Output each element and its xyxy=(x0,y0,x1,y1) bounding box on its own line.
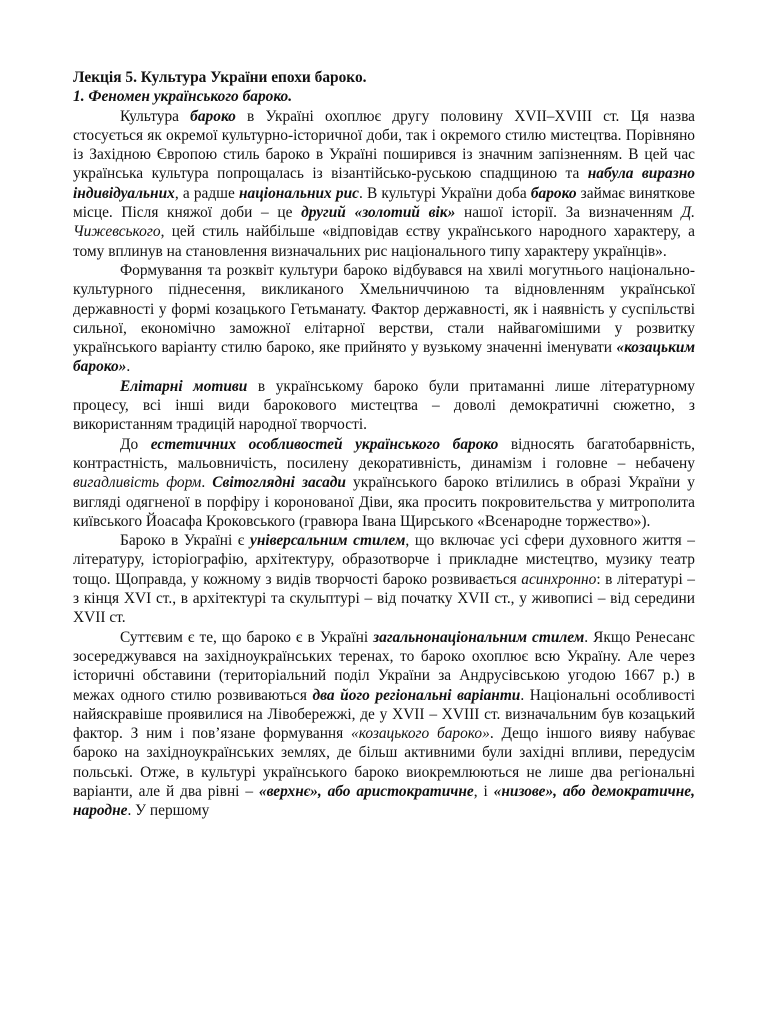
emphasis-text: бароко xyxy=(530,184,577,202)
text-run: , а радше xyxy=(174,184,239,202)
text-run: Бароко в Україні є xyxy=(120,532,250,550)
emphasis-text: бароко xyxy=(190,107,236,125)
emphasis-text: «низове», або демократичне, народне xyxy=(73,782,695,820)
text-run: . xyxy=(201,474,213,492)
text-run: в українському бароко були притаманні лише літературному процесу, всі інші види барокового мистецтва – доволі демократичні сюжетно, з використанням традицій народної творчості. xyxy=(73,377,695,434)
text-run: . Якщо Ренесанс зосереджувався на західноукраїнських теренах, то бароко охоплює всю Україну. Але через історичні обставини (територіальний поділ України за Андрусівською угодою 1667 р.) в межах одного стилю розвиваються xyxy=(73,628,695,704)
text-run: До xyxy=(120,435,151,453)
emphasis-text: Елітарні мотиви xyxy=(120,377,248,395)
body-text xyxy=(73,107,695,821)
emphasis-text: два його регіональні варіанти xyxy=(312,686,521,704)
text-run: . В культурі України доба xyxy=(358,184,531,202)
text-run: , цей стиль найбільше «відповідав єству українського народного характеру, а тому вплинув на становлення визначальних рис національного типу характеру українців». xyxy=(73,223,695,260)
section-heading: 1. Феномен українського бароко. xyxy=(73,88,293,106)
text-run: , і xyxy=(473,782,494,800)
emphasis-text: Д. Чижевського xyxy=(73,204,695,241)
text-run: Суттєвим є те, що бароко є в Україні xyxy=(120,628,374,646)
text-run: українського бароко втілились в образі України у вигляді одягненої в порфіру і коронованої Діви, яка просить покровительства у митрополита київського Йоасафа Кроковського (гравюра Івана Щирського «Всенародне торжество»). xyxy=(73,474,695,530)
emphasis-text: «верхнє», або аристократичне xyxy=(258,782,474,800)
text-run: відносять багатобарвність, контрастність, мальовничість, посилену декоративність, динамізм і головне – небачену xyxy=(73,435,695,472)
emphasis-text: національних рис xyxy=(239,184,359,202)
text-run: , що включає усі сфери духовного життя – літературу, історіографію, архітектуру, образотворче і прикладне мистецтво, музику театр тощо. Щоправда, у кожному з видів творчості бароко розвивається xyxy=(73,532,695,588)
text-run: Культура xyxy=(120,107,191,125)
emphasis-text: другий «золотий вік» xyxy=(301,204,456,222)
paragraph xyxy=(73,107,695,261)
text-run: Формування та розквіт культури бароко відбувався на хвилі могутнього національно-культурного піднесення, викликаного Хмельниччиною та відновленням української державності у формі козацького Гетьманату. Фактор державності, як і наявність у суспільстві сильної, економічно заможної елітарної верстви, стали найвагомішими у розвитку українського варіанту стилю бароко, яке прийнято у вузькому значенні іменувати xyxy=(73,261,695,357)
text-run: займає виняткове місце. Після княжої доби – це xyxy=(73,184,695,222)
text-run: . Дещо іншого вияву набуває бароко на західноукраїнських землях, де більш активними були західні впливи, передусім польські. Отже, в культурі українського бароко виокремлюються не лише два регіональні варіанти, але й два рівні – xyxy=(73,725,695,800)
emphasis-text: «козацького бароко» xyxy=(351,725,490,743)
paragraph xyxy=(73,628,695,821)
paragraph xyxy=(73,261,695,377)
emphasis-text: Світоглядні засади xyxy=(212,474,346,492)
text-run: . У першому xyxy=(127,802,210,820)
text-run: нашої історії. За визначенням xyxy=(455,204,682,222)
text-run: . Національні особливості найяскравіше проявилися на Лівобережжі, де у XVII – XVIII ст. визначальним був козацький фактор. З ним і пов’язане формування xyxy=(73,686,696,743)
emphasis-text: естетичних особливостей українського бароко xyxy=(150,435,499,453)
emphasis-text: «козацьким бароко» xyxy=(73,339,695,376)
text-run: : в літературі – з кінця XVI ст., в архітектурі та скульптурі – від початку XVII ст., у живописі – від середини XVII ст. xyxy=(73,570,695,627)
text-run: . xyxy=(126,358,131,376)
paragraph xyxy=(73,531,695,627)
paragraph xyxy=(73,435,695,531)
emphasis-text: універсальним стилем xyxy=(249,532,406,550)
lecture-title: Лекція 5. Культура України епохи бароко. xyxy=(73,69,367,86)
emphasis-text: асинхронно xyxy=(521,570,597,588)
paragraph xyxy=(73,377,695,435)
emphasis-text: набула виразно індивідуальних xyxy=(73,165,695,202)
text-run: в Україні охоплює другу половину XVII–XVIII ст. Ця назва стосується як окремої культурно-історичної доби, так і окремого стилю мистецтва. Порівняно із Західною Європою стиль бароко в Україні поширився із значним запізненням. В цей час українська культура попрощалась із візантійсько-руською спадщиною та xyxy=(73,107,695,183)
emphasis-text: вигадливість форм xyxy=(73,474,202,492)
document-page xyxy=(73,68,695,821)
emphasis-text: загальнонаціональним стилем xyxy=(373,628,585,646)
